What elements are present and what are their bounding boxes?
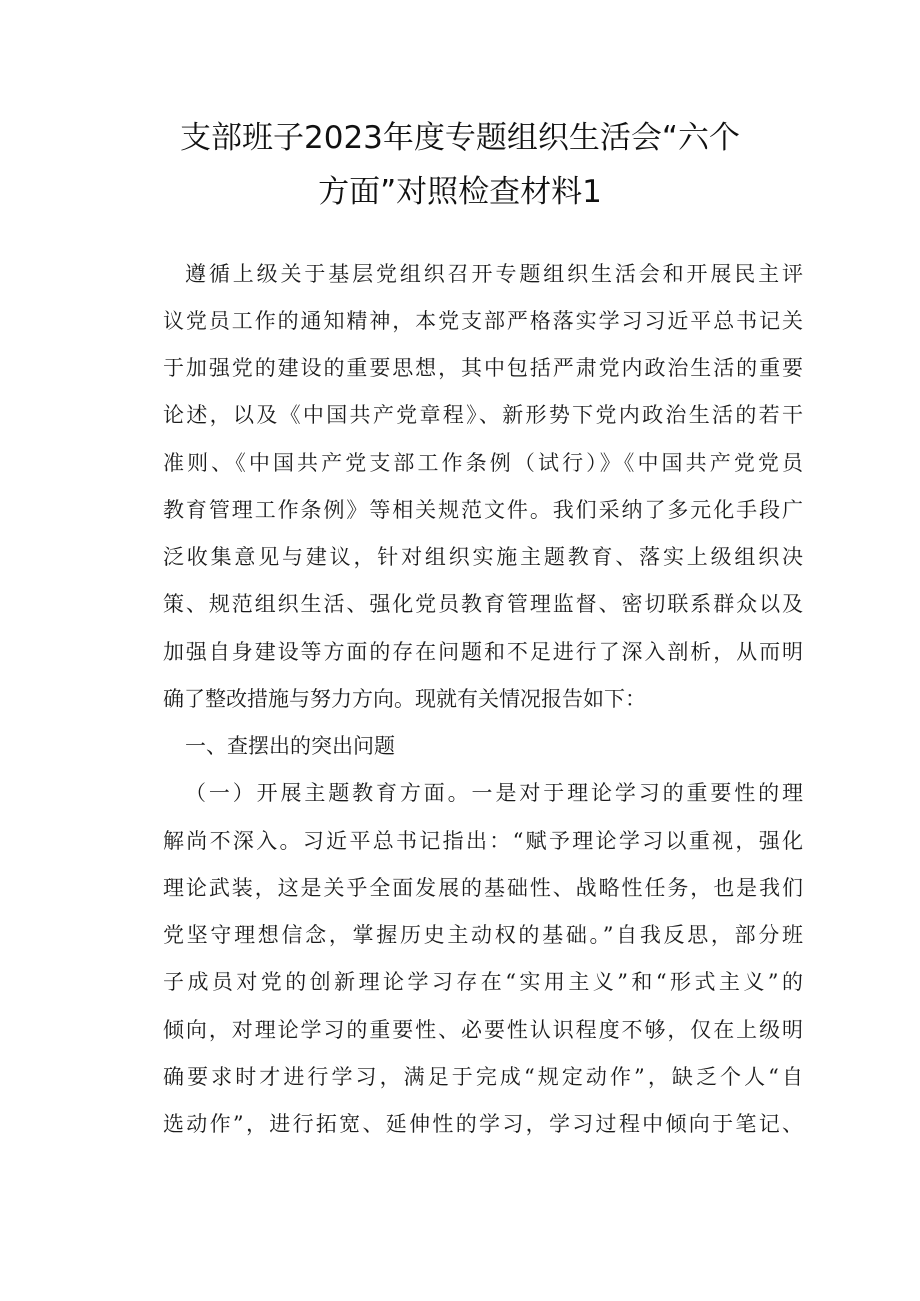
section-heading: 一、查摆出的突出问题 <box>185 734 395 758</box>
intro-paragraph-line: 教育管理工作条例》等相关规范文件。我们采纳了多元化手段广 <box>163 498 803 522</box>
intro-paragraph-line: 于加强党的建设的重要思想，其中包括严肃党内政治生活的重要 <box>163 356 803 380</box>
intro-paragraph-line: 泛收集意见与建议，针对组织实施主题教育、落实上级组织决 <box>163 545 803 569</box>
intro-paragraph-line: 论述，以及《中国共产党章程》、新形势下党内政治生活的若干 <box>163 403 803 427</box>
intro-paragraph-line: 议党员工作的通知精神，本党支部严格落实学习习近平总书记关 <box>163 309 803 333</box>
intro-paragraph-line: 加强自身建设等方面的存在问题和不足进行了深入剖析，从而明 <box>163 640 803 664</box>
subsection-paragraph-line: 确要求时才进行学习，满足于完成“规定动作”，缺乏个人“自 <box>163 1065 803 1089</box>
subsection-paragraph-line: （一）开展主题教育方面。一是对于理论学习的重要性的理 <box>185 781 803 805</box>
subsection-paragraph-line: 解尚不深入。习近平总书记指出：“赋予理论学习以重视，强化 <box>163 829 803 853</box>
subsection-paragraph-line: 理论武装，这是关乎全面发展的基础性、战略性任务，也是我们 <box>163 876 803 900</box>
subsection-paragraph-line: 倾向，对理论学习的重要性、必要性认识程度不够，仅在上级明 <box>163 1018 803 1042</box>
document-title-line-1: 支部班子2023年度专题组织生活会“六个 <box>180 120 740 156</box>
subsection-paragraph-line: 子成员对党的创新理论学习存在“实用主义”和“形式主义”的 <box>163 970 803 994</box>
intro-paragraph-line: 准则、《中国共产党支部工作条例（试行）》《中国共产党党员 <box>163 451 803 475</box>
subsection-paragraph-line: 党坚守理想信念，掌握历史主动权的基础。”自我反思，部分班 <box>163 923 803 947</box>
intro-paragraph-line: 遵循上级关于基层党组织召开专题组织生活会和开展民主评 <box>185 262 803 286</box>
document-title-line-2: 方面”对照检查材料1 <box>318 174 602 210</box>
subsection-paragraph-line: 选动作”，进行拓宽、延伸性的学习，学习过程中倾向于笔记、 <box>163 1112 803 1136</box>
intro-paragraph-line: 确了整改措施与努力方向。现就有关情况报告如下： <box>163 687 646 711</box>
intro-paragraph-line: 策、规范组织生活、强化党员教育管理监督、密切联系群众以及 <box>163 592 803 616</box>
